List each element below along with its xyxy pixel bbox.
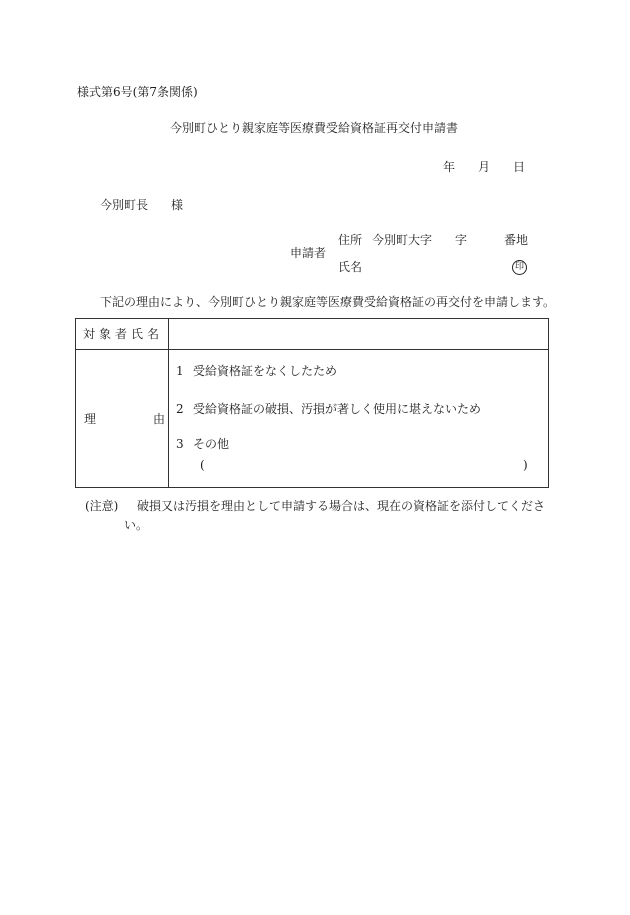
address-aza: 字 bbox=[455, 233, 468, 247]
subject-name-label: 対象者氏名 bbox=[83, 327, 164, 341]
applicant-name-field[interactable] bbox=[366, 257, 506, 275]
request-table bbox=[75, 318, 549, 488]
applicant-label: 申請者 bbox=[290, 246, 327, 260]
other-reason-close-paren: ) bbox=[523, 458, 528, 472]
reason-label: 理由 bbox=[84, 412, 223, 426]
reason-option-3-text: その他 bbox=[193, 437, 230, 451]
address-town: 今別町大字 bbox=[372, 233, 433, 247]
document-title: 今別町ひとり親家庭等医療費受給資格証再交付申請書 bbox=[170, 121, 459, 135]
other-reason-open-paren: ( bbox=[200, 458, 205, 472]
note-text: 破損又は汚損を理由として申請する場合は、現在の資格証を添付してください。 bbox=[124, 499, 546, 532]
row-divider bbox=[76, 349, 548, 350]
note-label: (注意) bbox=[85, 499, 119, 513]
reason-option-1-number: 1 bbox=[176, 364, 184, 378]
reason-option-2-text: 受給資格証の破損、汚損が著しく使用に堪えないため bbox=[193, 402, 482, 416]
reason-option-1-text: 受給資格証をなくしたため bbox=[193, 364, 338, 378]
seal-icon: 印 bbox=[512, 260, 527, 275]
date-day-label: 日 bbox=[513, 160, 526, 174]
form-number: 様式第6号(第7条関係) bbox=[77, 85, 198, 99]
address-banchi: 番地 bbox=[504, 233, 529, 247]
subject-name-field[interactable] bbox=[169, 319, 548, 349]
request-statement: 下記の理由により、今別町ひとり親家庭等医療費受給資格証の再交付を申請します。 bbox=[100, 295, 556, 309]
addressee-honorific: 様 bbox=[171, 198, 184, 212]
reason-option-2-number: 2 bbox=[176, 402, 184, 416]
addressee-name: 今別町長 bbox=[100, 198, 149, 212]
address-label: 住所 bbox=[338, 233, 363, 247]
reason-option-3-number: 3 bbox=[176, 437, 184, 451]
other-reason-field[interactable] bbox=[214, 456, 520, 474]
date-year-label: 年 bbox=[443, 160, 456, 174]
applicant-name-label: 氏名 bbox=[338, 260, 363, 274]
date-month-label: 月 bbox=[478, 160, 491, 174]
